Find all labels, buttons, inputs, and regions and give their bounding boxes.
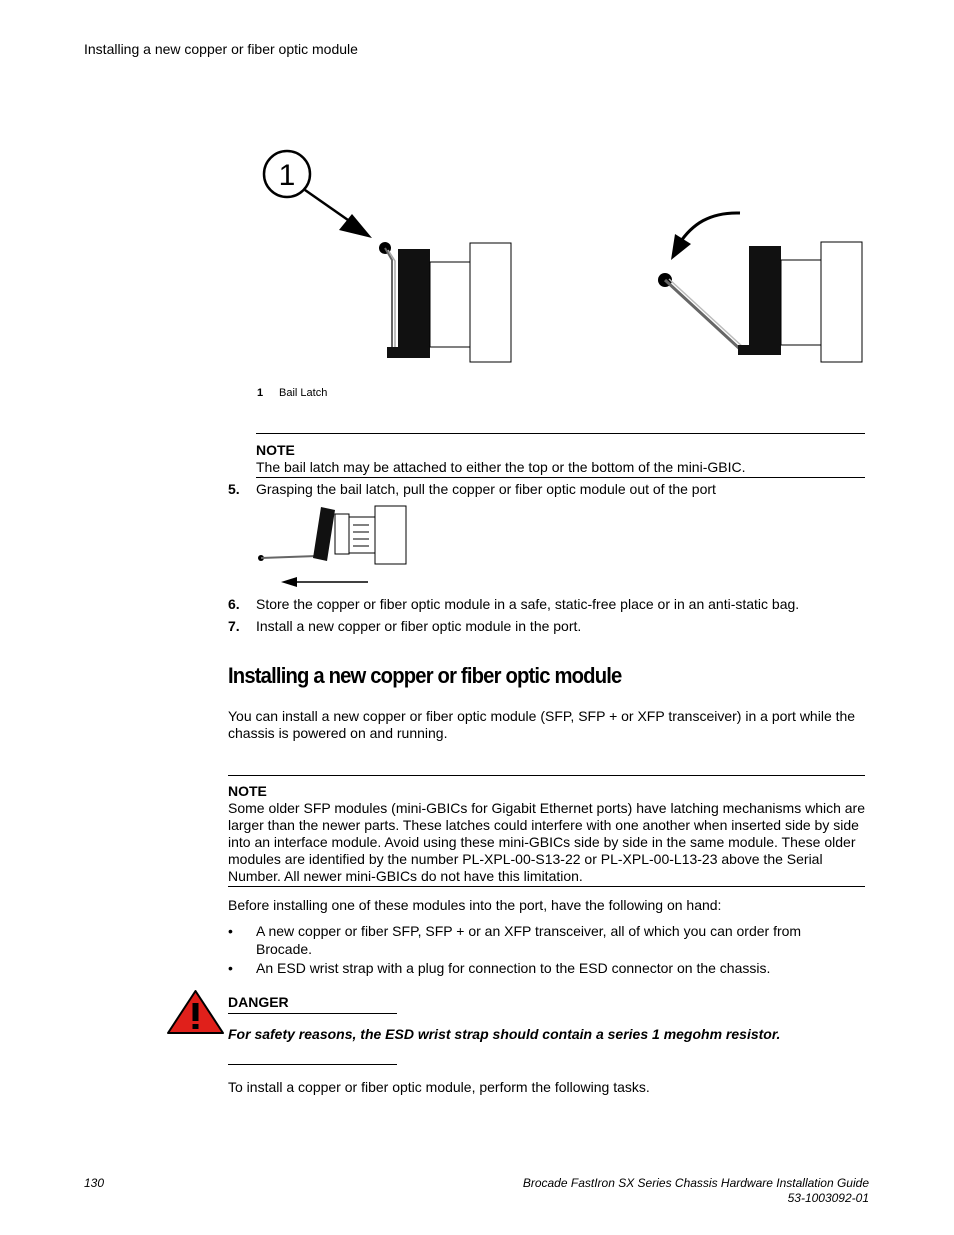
bail-latch-figure [255, 140, 867, 370]
rotate-arrow [679, 213, 740, 244]
step-text: Grasping the bail latch, pull the copper or fiber optic module out of the port [256, 481, 716, 497]
list-item [228, 922, 828, 958]
closing-text: To install a copper or fiber optic module, perform the following tasks. [228, 1079, 650, 1095]
module-body-left [398, 249, 430, 358]
list-item-text: A new copper or fiber SFP, SFP + or an XFP transceiver, all of which you can order from Brocade. [256, 923, 802, 957]
danger-divider [228, 1064, 397, 1065]
note-bail-latch [256, 433, 865, 478]
module-housing-left [470, 243, 511, 362]
bullet: • [228, 923, 233, 939]
figure-caption [257, 387, 327, 399]
step-6 [228, 596, 799, 612]
doc-number: 53-1003092-01 [787, 1191, 869, 1205]
step-7 [228, 618, 581, 634]
module-housing-right [821, 242, 862, 362]
note-older-sfp [228, 775, 865, 887]
before-text: Before installing one of these modules into the port, have the following on hand: [228, 897, 722, 913]
module-housing [375, 506, 406, 564]
guide-title: Brocade FastIron SX Series Chassis Hardware Installation Guide [522, 1176, 869, 1190]
bullet: • [228, 960, 233, 976]
step-number: 6. [228, 596, 240, 612]
caption-number: 1 [257, 387, 264, 399]
section-intro: You can install a new copper or fiber optic module (SFP, SFP + or XFP transceiver) in a port while the chassis is powered on and running. [228, 708, 856, 741]
caption-text: Bail Latch [279, 387, 328, 399]
page-number: 130 [84, 1176, 105, 1190]
step-text: Store the copper or fiber optic module in a safe, static-free place or in an anti-static bag. [256, 596, 800, 612]
note-label: NOTE [228, 783, 267, 799]
danger-label: DANGER [228, 994, 397, 1014]
pull-module-figure [255, 503, 415, 589]
warning-triangle-icon [166, 989, 225, 1035]
note-text: The bail latch may be attached to either the top or the bottom of the mini-GBIC. [256, 459, 746, 475]
list-item-text: An ESD wrist strap with a plug for connection to the ESD connector on the chassis. [256, 960, 771, 976]
step-5 [228, 481, 716, 497]
note-text: Some older SFP modules (mini-GBICs for Gigabit Ethernet ports) have latching mechanisms which are larger than the newer parts. These latches could interfere with one another when inserted side by side into an interface module. Avoid using these mini-GBICs side by side in the same module. These older modules are identified by the number PL-XPL-00-S13-22 or PL-XPL-00-L13-23 above the Serial Number. All newer mini-GBICs do not have this limitation. [228, 800, 866, 884]
note-label: NOTE [256, 442, 295, 458]
list-item [228, 959, 828, 977]
module-body [313, 507, 335, 561]
module-body-right [749, 246, 781, 355]
section-heading: Installing a new copper or fiber optic module [228, 663, 622, 688]
danger-text: For safety reasons, the ESD wrist strap should contain a series 1 megohm resistor. [228, 1026, 781, 1042]
step-number: 7. [228, 618, 240, 634]
callout-number: 1 [278, 159, 296, 192]
running-header: Installing a new copper or fiber optic module [84, 41, 358, 57]
step-text: Install a new copper or fiber optic module in the port. [256, 618, 582, 634]
step-number: 5. [228, 481, 240, 497]
footer-info [523, 1176, 869, 1206]
